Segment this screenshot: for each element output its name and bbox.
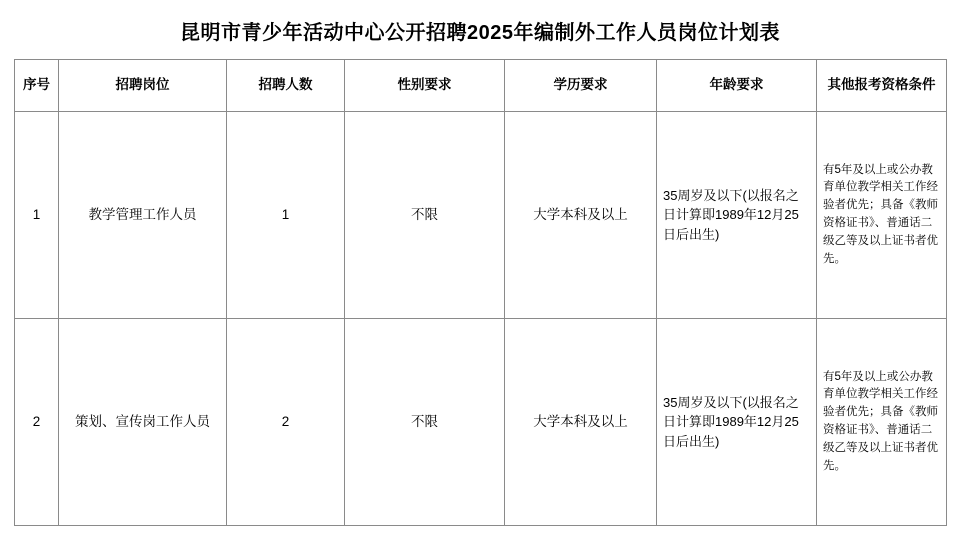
column-header-age: 年龄要求 [657,60,817,112]
recruitment-plan-table [14,59,947,526]
cell-serial-number: 2 [15,319,59,526]
table-header-row [15,60,947,112]
table-body [15,112,947,526]
cell-gender: 不限 [345,112,505,319]
cell-headcount: 1 [227,112,345,319]
cell-gender: 不限 [345,319,505,526]
column-header-headcount: 招聘人数 [227,60,345,112]
table-container [0,59,960,526]
table-row [15,319,947,526]
cell-position: 教学管理工作人员 [59,112,227,319]
cell-other-qualifications: 有5年及以上或公办教育单位教学相关工作经验者优先；具备《教师资格证书》、普通话二级乙等及以上证书者优先。 [817,319,947,526]
column-header-position: 招聘岗位 [59,60,227,112]
cell-serial-number: 1 [15,112,59,319]
cell-position: 策划、宣传岗工作人员 [59,319,227,526]
cell-age: 35周岁及以下(以报名之日计算即1989年12月25日后出生) [657,319,817,526]
cell-other-qualifications: 有5年及以上或公办教育单位教学相关工作经验者优先；具备《教师资格证书》、普通话二级乙等及以上证书者优先。 [817,112,947,319]
page-title: 昆明市青少年活动中心公开招聘2025年编制外工作人员岗位计划表 [180,22,780,44]
cell-age: 35周岁及以下(以报名之日计算即1989年12月25日后出生) [657,112,817,319]
cell-education: 大学本科及以上 [505,319,657,526]
table-row [15,112,947,319]
column-header-gender: 性别要求 [345,60,505,112]
column-header-other-qualifications: 其他报考资格条件 [817,60,947,112]
table-header [15,60,947,112]
cell-headcount: 2 [227,319,345,526]
column-header-serial-number: 序号 [15,60,59,112]
column-header-education: 学历要求 [505,60,657,112]
cell-education: 大学本科及以上 [505,112,657,319]
